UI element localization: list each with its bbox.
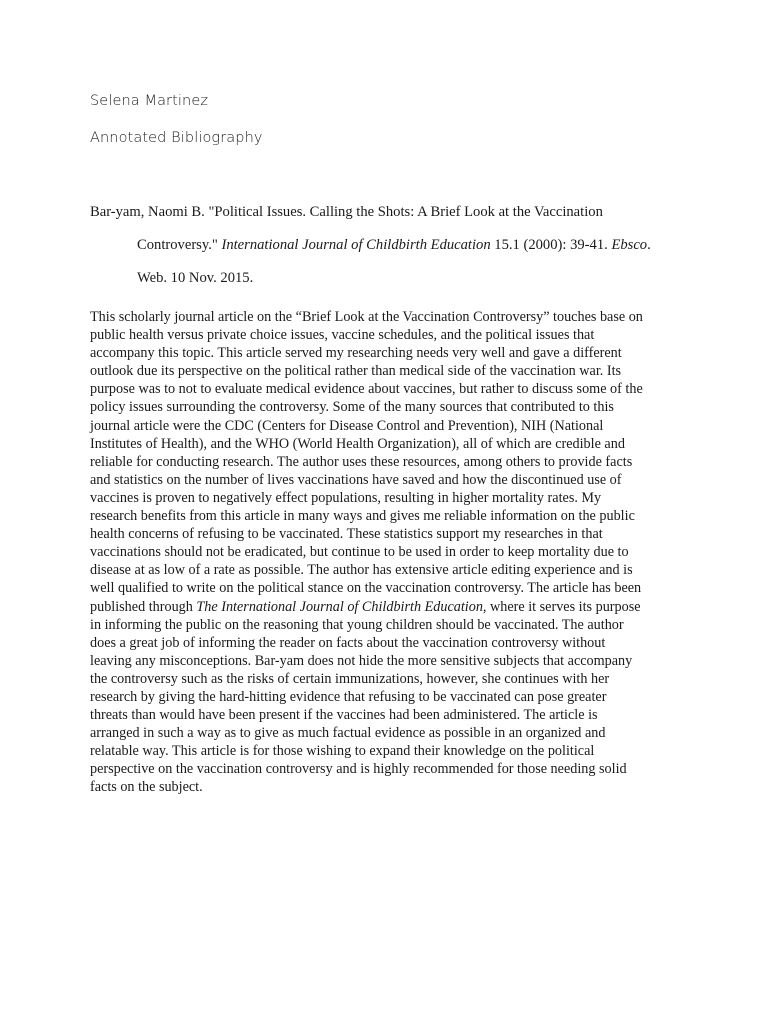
annotation-line: relatable way. This article is for those wishing to expand their knowledge on the political [90,743,595,760]
author-name: Selena Martinez [90,93,209,109]
annotation-line: vaccinations should not be eradicated, but continue to be used in order to keep mortality due to [90,544,629,561]
citation-line-2 [90,235,690,268]
annotation-paragraph [90,308,682,797]
annotation-line: This scholarly journal article on the “Brief Look at the Vaccination Controversy” touches base on [90,309,643,325]
citation-journal: International Journal of Childbirth Education [221,237,491,253]
annotation-line: threats than would have been present if the vaccines had been administered. The article is [90,707,598,724]
annotation-line-journal [90,598,682,616]
annotation-text: , where it serves its purpose [482,598,641,615]
citation-period: . [647,237,651,253]
citation-line-3: Web. 10 Nov. 2015. [137,270,254,286]
annotation-line: research by giving the hard-hitting evidence that refusing to be vaccinated can pose greater [90,688,607,705]
annotation-line: health concerns of refusing to be vaccinated. These statistics support my researches in that [90,526,603,543]
annotation-line: in informing the public on the reasoning that young children should be vaccinated. The author [90,616,624,633]
annotation-line: the controversy such as the risks of certain immunizations, however, she continues with her [90,670,610,687]
annotation-line: facts on the subject. [90,779,203,796]
document-title: Annotated Bibliography [90,130,263,146]
annotation-line: vaccines is proven to negatively effect populations, resulting in higher mortality rates. My [90,489,602,506]
annotation-line: policy issues surrounding the controversy. Some of the many sources that contributed to this [90,399,614,416]
annotation-line: does a great job of informing the reader on facts about the vaccination controversy without [90,634,606,651]
annotation-line: outlook due its perspective on the political rather than medical side of the vaccination war. Its [90,363,622,380]
citation-entry [90,202,690,301]
annotation-line: journal article were the CDC (Centers for Disease Control and Prevention), NIH (National [90,417,604,434]
annotation-line: Institutes of Health), and the WHO (World Health Organization), all of which are credible and [90,435,625,452]
citation-database: Ebsco [611,237,648,253]
annotation-line: well qualified to write on the political stance on the vaccination controversy. The article has been [90,580,642,597]
annotation-line: arranged in such a way as to give as much factual evidence as possible in an organized and [90,725,606,742]
citation-volume-pages: 15.1 (2000): 39-41. [490,237,612,253]
annotation-line: reliable for conducting research. The author uses these resources, among others to provide facts [90,453,633,470]
annotation-line: leaving any misconceptions. Bar-yam does not hide the more sensitive subjects that accompany [90,652,633,669]
annotation-line: perspective on the vaccination controversy and is highly recommended for those needing solid [90,761,627,778]
annotation-line: purpose was to not to evaluate medical evidence about vaccines, but rather to discuss some of the [90,381,643,398]
annotation-line: public health versus private choice issues, vaccine schedules, and the political issues that [90,327,595,344]
citation-title-end: Controversy." [137,237,222,253]
annotation-line: and statistics on the number of lives vaccinations have saved and how the discontinued use of [90,471,622,488]
citation-line-1: Bar-yam, Naomi B. "Political Issues. Calling the Shots: A Brief Look at the Vaccination [90,204,603,220]
annotation-journal-title: The International Journal of Childbirth Education [196,598,483,615]
annotation-line: research benefits from this article in many ways and gives me reliable information on the public [90,508,635,525]
annotation-text: published through [90,598,197,615]
annotation-line: accompany this topic. This article served my researching needs very well and gave a different [90,345,622,362]
annotation-line: disease at as low of a rate as possible. The author has extensive article editing experience and is [90,562,633,579]
